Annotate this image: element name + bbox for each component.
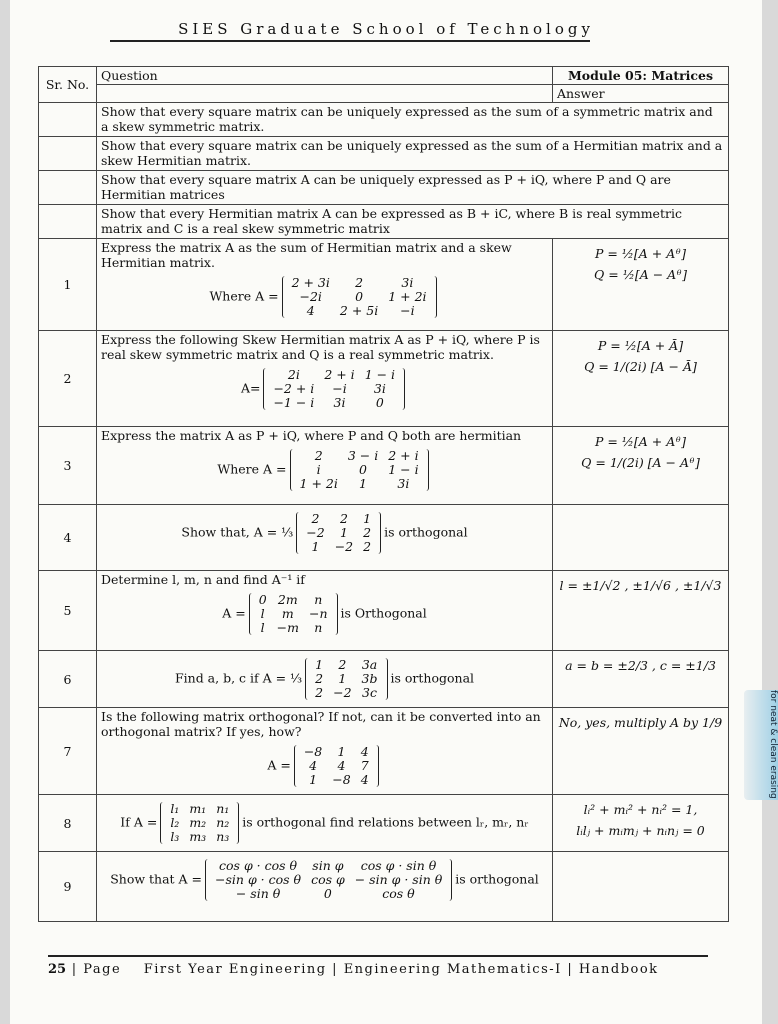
matrix-cell: 2 + i — [388, 448, 419, 463]
theory-item: Show that every Hermitian matrix A can be expressed as B + iC, where B is real symmetric matrix and C is a real skew symmetric matrix — [97, 205, 729, 239]
eraser-photo: for neat & clean erasing — [744, 690, 778, 800]
matrix-cell: 2 — [314, 448, 323, 463]
matrix-cell: l₂ — [170, 815, 180, 830]
matrix-cell: 1 − i — [388, 462, 419, 477]
answer-line: Q = 1/(2i) [A − Aᶿ] — [581, 455, 700, 470]
matrix — [294, 745, 379, 787]
problem-question — [97, 239, 553, 331]
matrix-cell: l — [260, 606, 265, 621]
matrix-cell: n₂ — [216, 815, 230, 830]
matrix — [290, 449, 429, 491]
answer-line: No, yes, multiply A by 1/9 — [558, 715, 723, 730]
formula-suffix: is orthogonal find relations between lᵣ, mᵣ, nᵣ — [242, 814, 529, 830]
answer-line: P = ½[A + Aᶿ] — [594, 434, 687, 449]
matrix-cell: −2 — [333, 685, 352, 700]
matrix-cell: 0 — [258, 592, 267, 607]
matrix-cell: 2 + 5i — [339, 303, 379, 318]
matrix-cell: 0 — [375, 395, 384, 410]
matrix — [305, 658, 387, 700]
formula-prefix: If A = — [120, 814, 158, 830]
matrix-cell: − sin φ · sin θ — [354, 872, 443, 887]
matrix-cell: 4 — [360, 772, 369, 787]
problem-formula — [101, 859, 548, 901]
matrix-cell: m₁ — [189, 801, 207, 816]
matrix-cell: −8 — [303, 744, 323, 759]
matrix-cell: 3i — [373, 381, 386, 396]
matrix — [282, 276, 437, 318]
answer-line: P = ½[A + Ā] — [597, 338, 684, 353]
problem-formula — [101, 449, 548, 491]
matrix-cell: 7 — [360, 758, 369, 773]
matrix-cell: l — [260, 620, 265, 635]
matrix-cell: 2 + i — [324, 367, 355, 382]
problem-row — [39, 427, 729, 505]
problem-answer — [553, 239, 729, 331]
matrix-cell: −2 + i — [273, 381, 315, 396]
matrix-cell: 4 — [360, 744, 369, 759]
problem-formula — [101, 368, 548, 410]
problem-answer — [553, 331, 729, 427]
problem-number: 4 — [39, 505, 97, 571]
problem-question — [97, 651, 553, 708]
page-footer — [48, 962, 659, 977]
matrix-cell: 0 — [323, 886, 332, 901]
page-label: | Page — [71, 962, 122, 977]
matrix-cell: 4 — [309, 758, 318, 773]
matrix-cell: 1 − i — [364, 367, 396, 382]
matrix-cell: −sin φ · cos θ — [215, 872, 302, 887]
formula-prefix: A = — [267, 757, 291, 773]
matrix-cell: 4 — [306, 303, 315, 318]
matrix — [205, 859, 452, 901]
handbook-page — [10, 0, 778, 1024]
problem-number: 6 — [39, 651, 97, 708]
header-rule — [110, 40, 590, 42]
problem-question — [97, 505, 553, 571]
matrix-cell: −n — [308, 606, 328, 621]
matrix-cell: cos φ · sin θ — [360, 858, 437, 873]
problem-answer — [553, 571, 729, 651]
footer-text: First Year Engineering | Engineering Mathematics-I | Handbook — [143, 962, 659, 977]
problem-answer — [553, 651, 729, 708]
matrix — [296, 512, 381, 554]
matrix-cell: 1 — [309, 772, 318, 787]
matrix-cell: 4 — [337, 758, 346, 773]
matrix-cell: 3i — [401, 275, 414, 290]
formula-prefix: Show that, A = ⅓ — [181, 524, 294, 540]
problem-row — [39, 331, 729, 427]
problem-text: Express the matrix A as P + iQ, where P and Q both are hermitian — [101, 428, 522, 443]
answer-line: Q = 1/(2i) [A − Ā] — [584, 359, 697, 374]
matrix-cell: −1 − i — [273, 395, 315, 410]
formula-prefix: A = — [222, 605, 246, 621]
problem-text: Is the following matrix orthogonal? If not, can it be converted into an orthogonal matrix? If yes, how? — [101, 709, 541, 739]
question-header-spacer — [97, 85, 553, 103]
matrix-cell: 1 — [311, 539, 320, 554]
matrix-cell: 2 — [311, 511, 320, 526]
matrix-cell: 2i — [287, 367, 300, 382]
matrix-cell: 2m — [277, 592, 298, 607]
problem-number: 9 — [39, 852, 97, 922]
problem-answer — [553, 427, 729, 505]
matrix-cell: 3i — [333, 395, 346, 410]
problem-formula — [101, 593, 548, 635]
formula-suffix: is Orthogonal — [340, 605, 427, 621]
matrix-cell: n — [314, 620, 323, 635]
matrix-cell: n₁ — [216, 801, 230, 816]
matrix-cell: −i — [400, 303, 415, 318]
matrix-cell: 0 — [359, 462, 367, 477]
school-header: SIES Graduate School of Technology — [178, 20, 594, 38]
matrix-cell: 2 — [339, 511, 348, 526]
problem-question — [97, 331, 553, 427]
matrix — [263, 368, 405, 410]
problem-formula — [101, 802, 548, 844]
matrix-cell: 2 — [355, 275, 364, 290]
answer-line: P = ½[A + Aᶿ] — [594, 246, 687, 261]
answer-line: Q = ½[A − Aᶿ] — [594, 267, 687, 282]
matrix-cell: 1 — [359, 476, 367, 491]
matrix-cell: −8 — [332, 772, 351, 787]
matrix-cell: 3 − i — [347, 448, 379, 463]
formula-suffix: is orthogonal — [390, 670, 475, 686]
formula-suffix: is orthogonal — [455, 871, 539, 887]
problem-number: 3 — [39, 427, 97, 505]
matrix-cell: l₁ — [170, 801, 180, 816]
col-sr-header: Sr. No. — [39, 67, 97, 103]
problem-number: 8 — [39, 795, 97, 852]
matrix-cell: 2 — [338, 657, 347, 672]
problem-text: Express the following Skew Hermitian matrix A as P + iQ, where P is real skew symmetric matrix and Q is a real symmetric matrix. — [101, 332, 540, 362]
problem-row — [39, 708, 729, 795]
problem-question — [97, 571, 553, 651]
matrix-cell: 2 — [315, 671, 324, 686]
footer-rule — [48, 955, 708, 957]
formula-suffix: is orthogonal — [384, 524, 468, 540]
formula-prefix: A= — [240, 380, 261, 396]
formula-prefix: Find a, b, c if A = ⅓ — [174, 670, 303, 686]
matrix — [249, 593, 338, 635]
problem-answer — [553, 708, 729, 795]
matrix-cell: 1 — [363, 511, 372, 526]
matrix-cell: cos φ · cos θ — [219, 858, 298, 873]
matrix-cell: 3a — [361, 657, 378, 672]
formula-prefix: Where A = — [217, 461, 287, 477]
problem-question — [97, 427, 553, 505]
problem-text: Determine l, m, n and find A⁻¹ if — [101, 572, 305, 587]
matrix-cell: sin φ — [312, 858, 344, 873]
module-title: Module 05: Matrices — [553, 67, 729, 85]
problem-answer — [553, 505, 729, 571]
problem-formula — [101, 745, 548, 787]
problem-formula — [101, 512, 548, 554]
problem-row — [39, 505, 729, 571]
problem-question — [97, 708, 553, 795]
matrix-cell: 3b — [361, 671, 378, 686]
matrix-cell: 1 + 2i — [299, 476, 338, 491]
problem-answer — [553, 852, 729, 922]
problem-row — [39, 795, 729, 852]
matrix-cell: 1 — [338, 671, 347, 686]
matrix-cell: 1 + 2i — [388, 289, 427, 304]
matrix-cell: 2 — [363, 525, 372, 540]
theory-item: Show that every square matrix can be uniquely expressed as the sum of a symmetric matrix and a skew symmetric matrix. — [97, 103, 729, 137]
problem-number: 5 — [39, 571, 97, 651]
theory-item: Show that every square matrix can be uniquely expressed as the sum of a Hermitian matrix and a skew Hermitian matrix. — [97, 137, 729, 171]
matrix-cell: 2 + 3i — [291, 275, 330, 290]
matrix-cell: −2 — [306, 525, 325, 540]
col-answer-header: Answer — [553, 85, 729, 103]
matrix-cell: 2 — [315, 685, 324, 700]
matrix-cell: i — [316, 462, 321, 477]
matrix-cell: cos θ — [382, 886, 415, 901]
matrix-cell: n₃ — [216, 829, 230, 844]
matrix — [160, 802, 239, 844]
page-number: 25 — [48, 962, 67, 977]
formula-prefix: Show that A = — [110, 871, 203, 887]
matrix-cell: 3c — [362, 685, 378, 700]
answer-line: lᵢ² + mᵢ² + nᵢ² = 1, — [583, 802, 698, 817]
theory-item: Show that every square matrix A can be uniquely expressed as P + iQ, where P and Q are Hermitian matrices — [97, 171, 729, 205]
matrix-cell: −2 — [334, 539, 354, 554]
problem-row — [39, 571, 729, 651]
matrix-cell: m₃ — [189, 829, 207, 844]
matrix-cell: l₃ — [170, 829, 180, 844]
col-question-header: Question — [97, 67, 553, 85]
matrix-cell: cos φ — [311, 872, 345, 887]
matrix-cell: m₂ — [189, 815, 207, 830]
matrix-cell: 1 — [315, 657, 324, 672]
problem-number: 1 — [39, 239, 97, 331]
answer-line: a = b = ±2/3 , c = ±1/3 — [565, 658, 716, 673]
matrix-cell: n — [314, 592, 323, 607]
problem-question — [97, 852, 553, 922]
matrix-cell: 1 — [337, 744, 346, 759]
problem-formula — [101, 276, 548, 318]
matrix-cell: −i — [332, 381, 347, 396]
question-table — [38, 66, 729, 922]
matrix-cell: −2i — [299, 289, 322, 304]
problem-text: Express the matrix A as the sum of Hermitian matrix and a skew Hermitian matrix. — [101, 240, 512, 270]
matrix-cell: m — [281, 606, 294, 621]
problem-answer — [553, 795, 729, 852]
problem-formula — [101, 658, 548, 700]
problem-row — [39, 852, 729, 922]
matrix-cell: −m — [276, 620, 299, 635]
problem-row — [39, 239, 729, 331]
formula-prefix: Where A = — [209, 288, 279, 304]
problem-number: 2 — [39, 331, 97, 427]
matrix-cell: 2 — [363, 539, 372, 554]
matrix-cell: − sin θ — [235, 886, 281, 901]
answer-line: l = ±1/√2 , ±1/√6 , ±1/√3 — [559, 578, 722, 593]
matrix-cell: 0 — [355, 289, 364, 304]
problem-number: 7 — [39, 708, 97, 795]
answer-line: lᵢlⱼ + mᵢmⱼ + nᵢnⱼ = 0 — [576, 823, 705, 838]
problem-question — [97, 795, 553, 852]
problem-row — [39, 651, 729, 708]
matrix-cell: 1 — [339, 525, 348, 540]
matrix-cell: 3i — [397, 476, 410, 491]
